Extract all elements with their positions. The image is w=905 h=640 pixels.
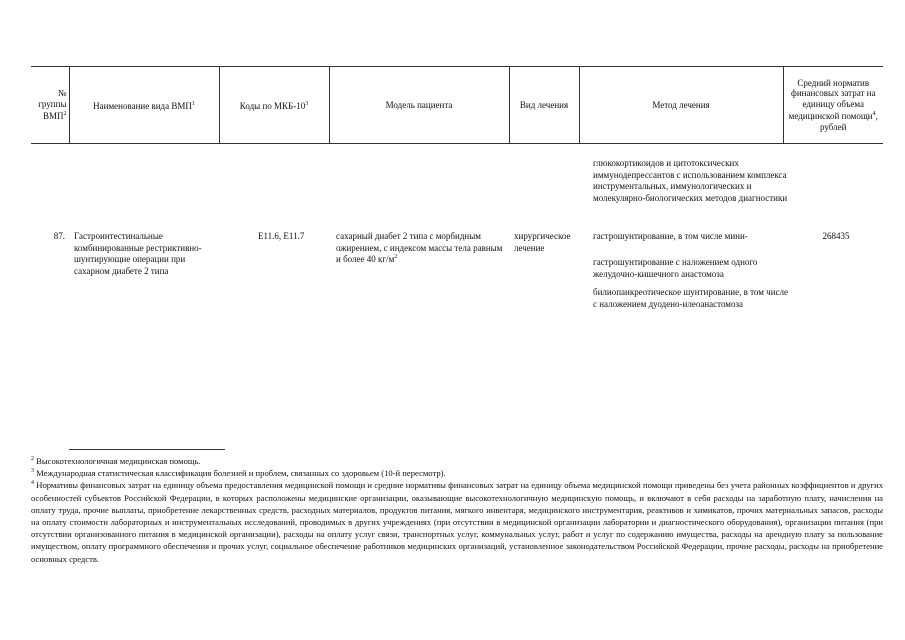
footnotes — [31, 455, 883, 565]
row-icd-codes: E11.6, E11.7 — [258, 231, 305, 241]
row-vmp-name: Гастроинтестинальные комбинированные рестриктивно-шунтирующие операции при сахарном диабете 2 типа — [74, 231, 202, 276]
header-group-number: № группы ВМП$^2$ — [31, 67, 69, 144]
row-patient-model: сахарный диабет 2 типа с морбидным ожирением, с индексом массы тела равным и более 40 $кг/м^2$ — [336, 231, 503, 264]
header-icd-codes: Коды по МКБ-$10^3$ — [219, 67, 329, 144]
footnote-2: $^2$ Высокотехнологичная медицинская помощь. — [31, 456, 201, 466]
row-cost: 268435 — [822, 231, 850, 241]
header-patient-model: Модель пациента — [329, 67, 509, 144]
method-continuation: глюкокортикоидов и цитотоксических иммунодепрессантов с использованием комплекса инструментальных, иммунологических и молекулярно-биологических методов диагностики — [593, 158, 788, 203]
footnote-3: $^3$ Международная статистическая классификация болезней и проблем, связанных со здоровьем (10-й пересмотр). — [31, 468, 446, 479]
header-vmp-name: Наименование вида ВМП$^1$ — [69, 67, 219, 144]
method-item: билиопанкреотическое шунтирование, в том числе с наложением дуодено-илеоанастомоза — [593, 287, 788, 309]
table-header — [31, 66, 883, 144]
row-treatment-type: хирургическое лечение — [514, 231, 571, 253]
header-treatment-method: Метод лечения — [579, 67, 783, 144]
header-treatment-type: Вид лечения — [509, 67, 579, 144]
footnote-4: $^4$ Нормативы финансовых затрат на единицу объема предоставления медицинской помощи и средние нормативы финансовых затрат на единицу объема медицинской помощи приведены без учета районных коэффициентов и других особенностей субъектов Российской Федерации, в которых расположены медицинские организации, оказывающие высокотехнологичную медицинскую помощь, и включают в себя расходы на заработную плату, начисления на оплату труда, прочие выплаты, приобретение лекарственных средств, расходных материалов, продуктов питания, мягкого инвентаря, медицинского инструментария, реактивов и химикатов, прочих материальных запасов, расходы на оплату стоимости лабораторных и инструментальных исследований, проводимых в других учреждениях (при отсутствии в медицинской организации лаборатории и диагностического оборудования), организации питания (при отсутствии организованного питания в медицинской организации), расходы на оплату услуг связи, транспортных услуг, коммунальных услуг, работ и услуг по содержанию имущества, расходы на арендную плату за пользование имуществом, оплату программного обеспечения и прочих услуг, социальное обеспечение работников медицинских организаций, установленное законодательством Российской Федерации, прочие расходы, расходы на приобретение основных средств. — [31, 480, 883, 564]
method-item: гастрошунтирование, в том числе мини- — [593, 231, 748, 241]
row-number: 87. — [53, 231, 65, 241]
method-item: гастрошунтирование с наложением одного желудочно-кишечного анастомоза — [593, 257, 758, 279]
footnote-separator — [69, 449, 225, 450]
header-cost-norm: Средний норматив финансовых затрат на единицу объема медицинской помощи$^4$, рублей — [783, 67, 883, 144]
